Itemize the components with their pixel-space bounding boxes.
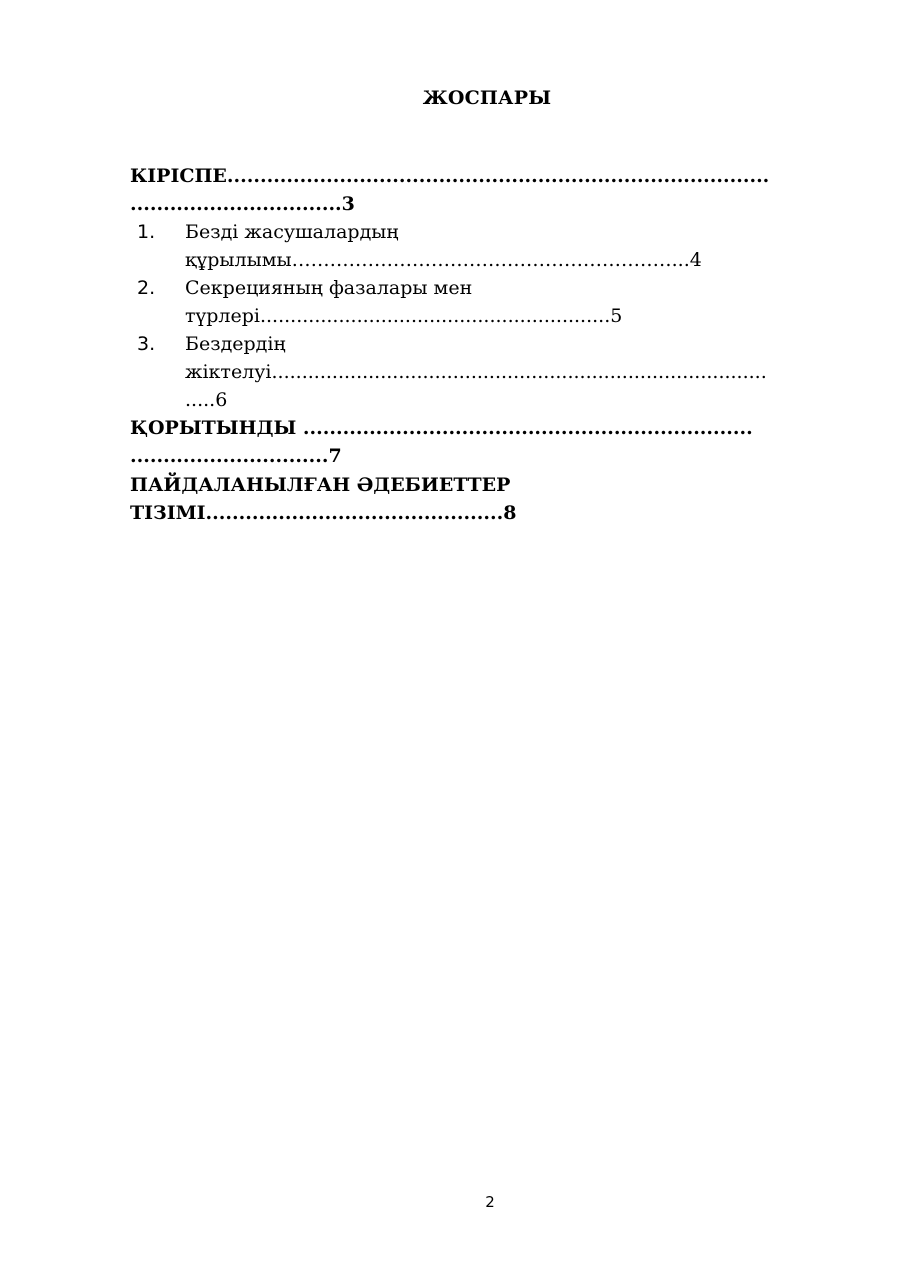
toc-entry-1-line2: құрылымы……………………………………………………...4 <box>185 249 702 271</box>
toc-entry-intro <box>130 162 850 218</box>
toc-entry-conclusion-line2-text: ..............................7 <box>130 445 342 467</box>
toc-entry-references-line2: ТІЗІМІ.............................................8 <box>130 502 517 524</box>
toc-entry-2-line1: Секрецияның фазалары мен <box>185 277 473 299</box>
toc-entry-3-line2: жіктелуі.................................................................................. <box>185 361 767 383</box>
page-number: 2 <box>485 1193 495 1211</box>
toc-entry-references-line1: ПАЙДАЛАНЫЛҒАН ӘДЕБИЕТТЕР <box>130 474 511 496</box>
toc-entry-references <box>130 471 850 527</box>
toc-entry-3-line3: .....6 <box>185 389 228 411</box>
table-of-contents <box>130 162 850 527</box>
toc-entry-2-line2: түрлері..........................................................5 <box>185 305 623 327</box>
toc-entry-1-number: 1. <box>137 221 156 243</box>
toc-entry-conclusion <box>130 414 850 471</box>
toc-entry-intro-line1: КІРІСПЕ.................................................................................. <box>130 165 770 187</box>
document-title: ЖОСПАРЫ <box>422 87 552 109</box>
toc-entry-3-number: 3. <box>137 333 156 355</box>
toc-entry-3-line1: Бездердің <box>185 333 286 355</box>
toc-entry-3 <box>130 330 850 414</box>
toc-numbered-list <box>130 218 850 414</box>
toc-entry-intro-line2: ................................3 <box>130 193 355 215</box>
toc-entry-1 <box>130 218 850 274</box>
toc-entry-conclusion-line2 <box>130 442 850 471</box>
toc-entry-2 <box>130 274 850 330</box>
toc-entry-1-line1: Безді жасушалардың <box>185 221 399 243</box>
toc-entry-conclusion-line1: ҚОРЫТЫНДЫ .................................................................... <box>130 417 753 439</box>
toc-entry-2-number: 2. <box>137 277 156 299</box>
